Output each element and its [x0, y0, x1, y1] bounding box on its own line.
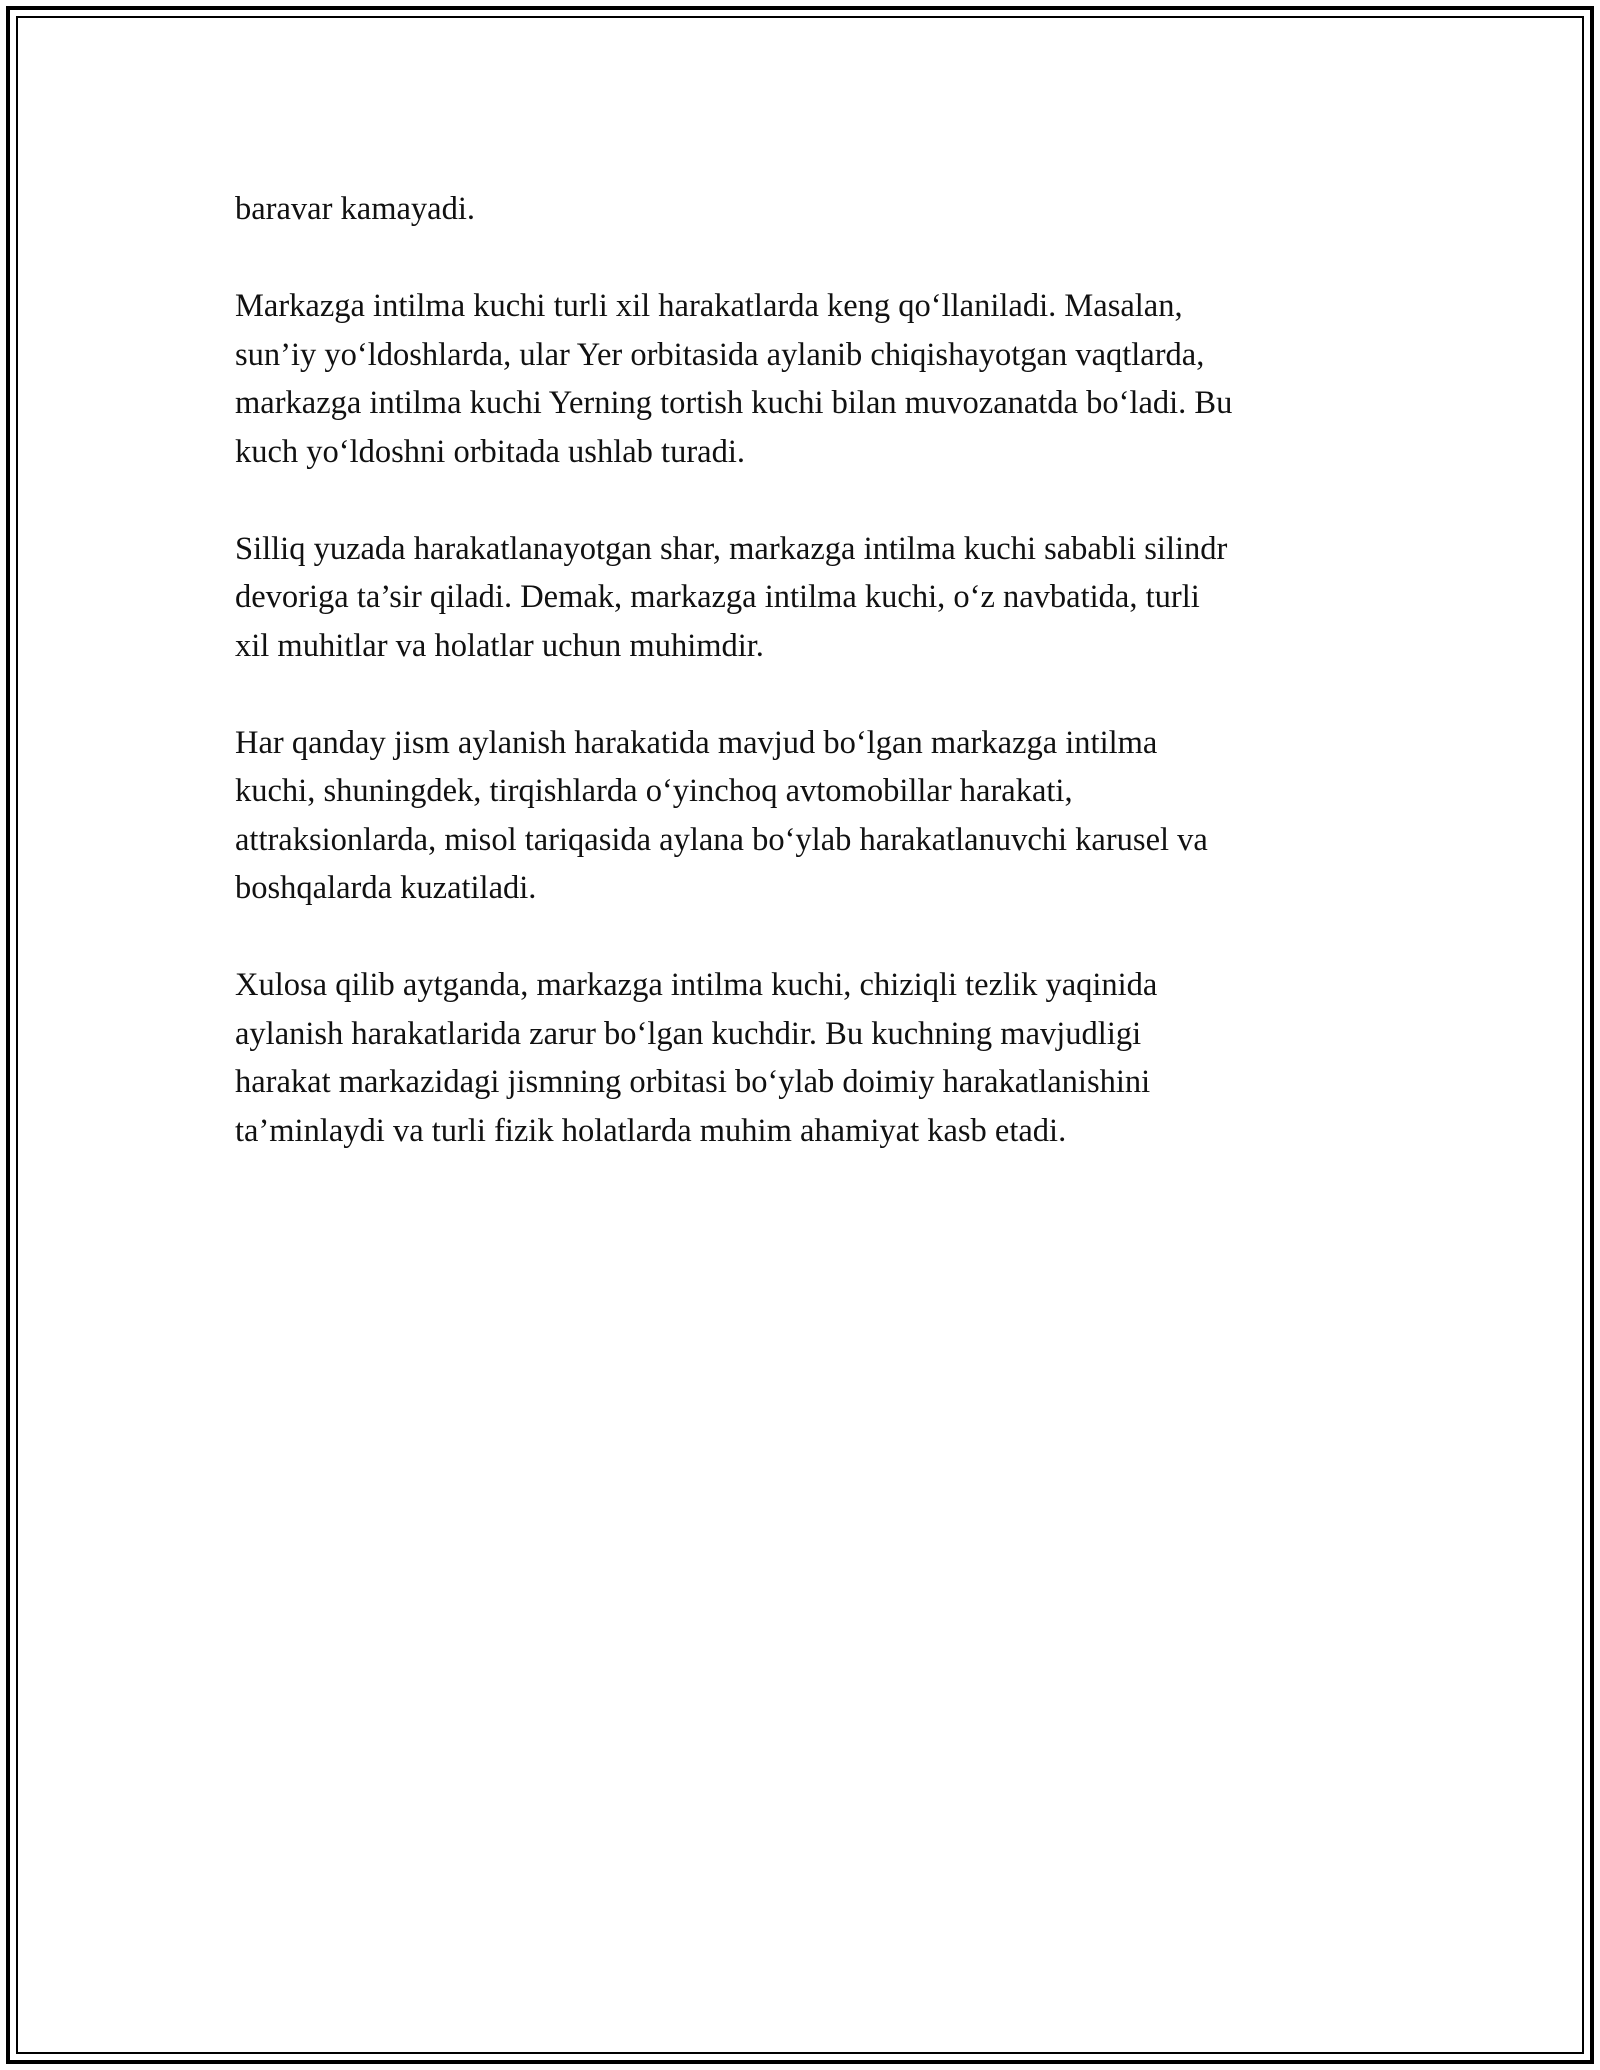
paragraph-line: baravar kamayadi.	[235, 191, 476, 227]
paragraph-line: ta’minlaydi va turli fizik holatlarda muhim ahamiyat kasb etadi.	[235, 1112, 1067, 1149]
paragraph-line: Xulosa qilib aytganda, markazga intilma kuchi, chiziqli tezlik yaqinida	[235, 967, 1158, 1003]
paragraph-line: kuchi, shuningdek, tirqishlarda o‘yinchoq avtomobillar harakati,	[235, 773, 1073, 809]
paragraph-line: kuch yo‘ldoshni orbitada ushlab turadi.	[235, 433, 745, 470]
paragraph-line: markazga intilma kuchi Yerning tortish kuchi bilan muvozanatda bo‘ladi. Bu	[235, 385, 1233, 421]
paragraph-line: sun’iy yo‘ldoshlarda, ular Yer orbitasida aylanib chiqishayotgan vaqtlarda,	[235, 336, 1205, 373]
paragraph-line: Har qanday jism aylanish harakatida mavjud bo‘lgan markazga intilma	[235, 724, 1158, 761]
paragraph-line: devoriga ta’sir qiladi. Demak, markazga intilma kuchi, o‘z navbatida, turli	[235, 579, 1200, 615]
paragraph-2	[235, 282, 1375, 476]
paragraph-3	[235, 525, 1375, 671]
paragraph-line: boshqalarda kuzatiladi.	[235, 870, 537, 906]
paragraph-line: harakat markazidagi jismning orbitasi bo‘ylab doimiy harakatlanishini	[235, 1064, 1151, 1100]
paragraph-line: aylanish harakatlarida zarur bo‘lgan kuchdir. Bu kuchning mavjudligi	[235, 1015, 1142, 1052]
paragraph-line: xil muhitlar va holatlar uchun muhimdir.	[235, 627, 764, 664]
document-body	[235, 185, 1375, 1204]
paragraph-line: Markazga intilma kuchi turli xil harakatlarda keng qo‘llaniladi. Masalan,	[235, 288, 1183, 324]
paragraph-5	[235, 961, 1375, 1155]
paragraph-line: attraksionlarda, misol tariqasida aylana bo‘ylab harakatlanuvchi karusel va	[235, 821, 1208, 858]
paragraph-1	[235, 185, 1375, 234]
paragraph-4	[235, 719, 1375, 913]
paragraph-line: Silliq yuzada harakatlanayotgan shar, markazga intilma kuchi sababli silindr	[235, 530, 1228, 567]
